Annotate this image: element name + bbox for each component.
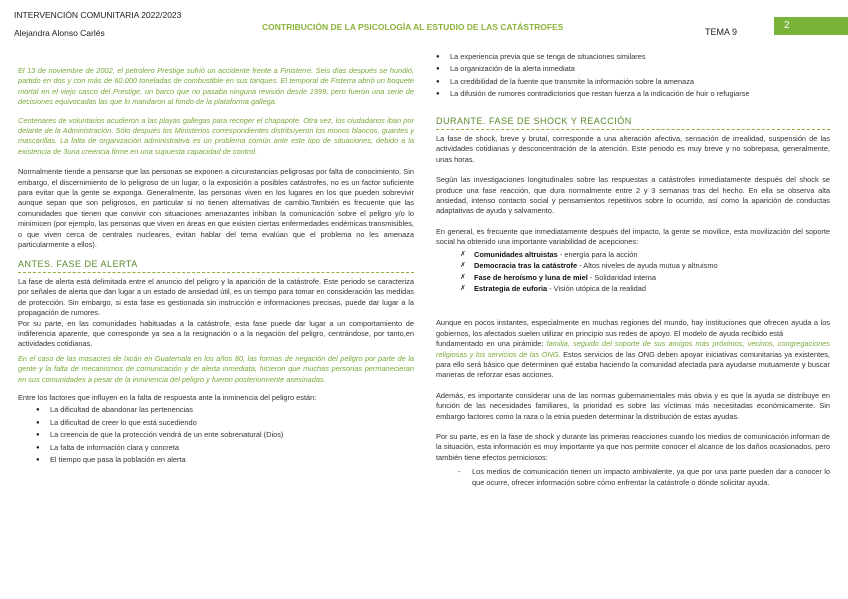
list-item: - Los medios de comunicación tienen un impacto ambivalente, ya que por una parte pueden dar a conocer lo que ocurre, ofrecer información sobre cómo enfrentar la catástrofe o dónde solicitar ayuda. bbox=[472, 467, 830, 488]
list-item: ● La dificultad de creer lo que está sucediendo bbox=[50, 418, 414, 428]
section-heading-antes: ANTES. FASE DE ALERTA bbox=[18, 258, 138, 269]
left-column bbox=[18, 66, 414, 467]
paragraph-media: Por su parte, es en la fase de shock y durante las primeras reacciones cuando los medios de comunicación informan de la situación, esta información es muy importante ya que nos permite conocer el alcance de los daños ocasionados, pero también tiene efectos perniciosos: bbox=[436, 431, 830, 462]
acepcion-desc: - Altos niveles de ayuda mutua y altruismo bbox=[577, 261, 718, 271]
intro-paragraph-1: El 13 de noviembre de 2002, el petrolero Prestige sufrió un accidente frente a Finisterre. Seis días después se hundió, partido en dos y con más de 60.000 toneladas de combustible en sus tanques. El temporal de Fisterra abrió un boquete mortal en el viejo casco del Prestige, un barco que no pasaba ninguna revisión desde 1999, pero fueron una serie de decisiones equivocadas las que lo mandaron al fondo de la plataforma gallega. bbox=[18, 66, 414, 107]
paragraph-indifference: Por su parte, en las comunidades habituadas a la catástrofe, esta fase puede dar lugar a un comportamiento de indiferencia aparente, que corresponde ya sea a la resignación o a la negación del peligro, centrándose, por tanto,en actividades cotidianas. bbox=[18, 318, 414, 349]
list-item: ● La difusión de rumores contradictorios que restan fuerza a la indicación de huir o refugiarse bbox=[450, 89, 830, 99]
acepcion-term: Fase de heroísmo y luna de miel bbox=[474, 272, 588, 282]
paragraph-shock: La fase de shock, breve y brutal, corresponde a una alteración afectiva, sensación de irrealidad, suspensión de las actividades cotidianas y desconcentración de la atención. Este periodo es muy breve y no sobrepasa, generalmente, unas horas. bbox=[436, 134, 830, 164]
acepcion-desc: - Visión utópica de la realidad bbox=[547, 283, 646, 293]
paragraph-reaction: Según las investigaciones longitudinales sobre las respuestas a catástrofes inmediatamente después del shock se produce una fase reacción, que dura normalmente entre 2 y 3 semanas tras del hecho. En ella se observa alta ansiedad, intenso contacto social y pensamientos repetitivos sobre lo ocurrido, así como la aparición de conductas adaptativas de ayuda y salvamento. bbox=[436, 175, 830, 216]
section-divider bbox=[436, 129, 830, 130]
list-item: ● El tiempo que pasa la población en alerta bbox=[50, 455, 414, 465]
list-item bbox=[474, 284, 830, 294]
list-item: ● La credibilidad de la fuente que transmite la información sobre la amenaza bbox=[450, 77, 830, 87]
list-item: ● La dificultad de abandonar las pertenencias bbox=[50, 405, 414, 415]
paragraph-support-networks: Aunque en pocos instantes, especialmente en muchas regiones del mundo, hay instituciones que ofrecen ayuda a los gobiernos, los afectados suelen utilizar en principio sus redes de apoyo. El modelo de ayuda recibido está bbox=[436, 318, 830, 338]
paragraph-distribution: Además, es importante considerar una de las normas gubernamentales más obvia y es que la ayuda se distribuye en función de las necesidades familiares, la prioridad es sobre las víctimas más necesitadas económicamente. Sin embargo factores como la raza o la etnia pueden determinar la distribución de estas ayudas. bbox=[436, 390, 830, 421]
tema-label: TEMA 9 bbox=[705, 27, 738, 37]
pyramid-rest: Estos servicios de las ONG deben apoyar iniciativas comunitarias ya existentes, para ello será básico que determinen qué estaba haciendo la comunidad afectada para ayudarse mutuamente y buscar maneras de reforzar esas acciones. bbox=[436, 349, 830, 380]
list-item: ● La falta de información clara y concreta bbox=[50, 443, 414, 453]
factors-list bbox=[18, 405, 414, 465]
pyramid-levels: familia, seguido del soporte de sus amigos más próximos, vecinos, congregaciones religiosas y los servicios de las ONG. bbox=[436, 339, 830, 359]
section-divider bbox=[18, 272, 414, 273]
paragraph-perception: Normalmente tiende a pensarse que las personas se exponen a circunstancias peligrosas por falta de conocimiento. Sin embargo, el discernimiento de lo peligroso de un lugar, o la exposición a posibles catástrofes, no es un factor suficiente para evitar que la gente se exponga. Generalmente, las personas viven en los lugares en los que pueden sobrevivir aunque sepan que son peligrosos, en particular si no tienen alternativas de cambio.También es frecuente que las comunidades que tienen que convivir con situaciones amenazantes inhiban la comunicación sobre el peligro y/o lo minimicen (por ejemplo, las personas que viven en áreas en que existen ciertas enfermedades endémicas transmisibles, o que viven cerca de centrales nucleares, evitan hablar del tema evalúan que el problema no les amenaza particularmente a ellos). bbox=[18, 167, 414, 250]
list-item: ● La creencia de que la protección vendrá de un ente sobrenatural (Dios) bbox=[50, 430, 414, 440]
factors-intro: Entre los factores que influyen en la falta de respuesta ante la inminencia del peligro están: bbox=[18, 392, 317, 402]
acepcion-term: Estrategia de euforia bbox=[474, 283, 548, 293]
section-heading-durante: DURANTE. FASE DE SHOCK Y REACCIÓN bbox=[436, 115, 632, 126]
acepcion-term: Democracia tras la catástrofe bbox=[474, 261, 578, 271]
acepcion-desc: - energía para la acción bbox=[557, 249, 638, 259]
list-item: ● La organización de la alerta inmediata bbox=[450, 64, 830, 74]
page-number-badge: 2 bbox=[774, 17, 848, 35]
paragraph-alert-phase: La fase de alerta está delimitada entre el anuncio del peligro y la aparición de la catástrofe. Este periodo se caracteriza por señales de alerta que dan lugar a un estado de ansiedad útil, es un tiempo para tomar en consideración las medidas de protección. Sin embargo, si esta fase es gestionada sin instrucción e informaciones precisas, puede dar lugar a la propagación de rumores. bbox=[18, 276, 414, 318]
list-item bbox=[474, 261, 830, 271]
page-title: CONTRIBUCIÓN DE LA PSICOLOGÍA AL ESTUDIO DE LAS CATÁSTROFES bbox=[262, 22, 564, 32]
author-label: Alejandra Alonso Carlés bbox=[14, 28, 105, 38]
acepcion-term: Comunidades altruistas bbox=[474, 249, 558, 259]
list-item: ● La experiencia previa que se tenga de situaciones similares bbox=[450, 52, 830, 62]
header-left bbox=[14, 10, 181, 46]
factors-list-continued bbox=[436, 52, 830, 100]
list-item bbox=[474, 273, 830, 283]
paragraph-mobilization: En general, es frecuente que inmediatamente después del impacto, la gente se movilice, esta movilización del soporte social ha obtenido una importante variabilidad de acepciones: bbox=[436, 226, 830, 247]
media-effects-list bbox=[436, 467, 830, 488]
course-label: INTERVENCIÓN COMUNITARIA 2022/2023 bbox=[14, 10, 182, 20]
right-column bbox=[436, 52, 830, 488]
acepciones-list bbox=[436, 250, 830, 295]
paragraph-pyramid bbox=[436, 339, 830, 381]
acepcion-desc: - Solidaridad interna bbox=[587, 272, 656, 282]
intro-paragraph-2: Centenares de voluntarios acudieron a las playas gallegas para recoger el chapapote. Otra vez, los ciudadanos iban por delante de la Administración. Sólo después los Ministerios correspondientes distribuyeron los monos blancos, guantes y mascarillas. La falta de organización administrativa es un problema común ante este tipo de situaciones, debido a la existencia de 3una creencia firme en una supuesta capacidad de control. bbox=[18, 115, 414, 156]
pyramid-lead: fundamentado en una pirámide: bbox=[436, 339, 547, 349]
list-item bbox=[474, 250, 830, 260]
example-ixcan: En el caso de las masacres de Ixcán en Guatemala en los años 80, las formas de negación del peligro por parte de la gente y la falta de mecanismos de comunicación y de alerta inmediata, hicieron que muchas personas permanecieran en sus comunidades a pesar de la inminencia del peligro y fueron posteriormente asesinadas. bbox=[18, 353, 414, 384]
